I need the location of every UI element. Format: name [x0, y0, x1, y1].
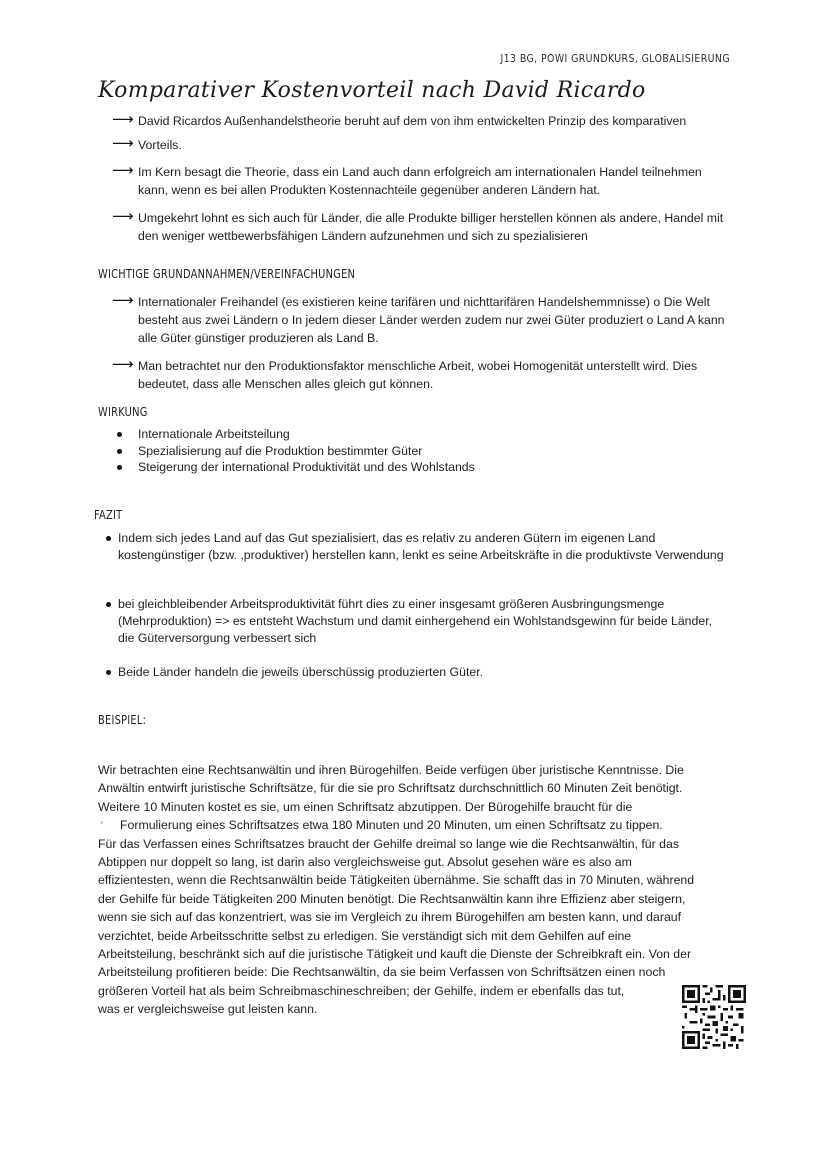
course-header: J13 BG, POWI GRUNDKURS, GLOBALISIERUNG	[500, 52, 730, 65]
paragraph-line: Weitere 10 Minuten kostet es sie, um einen Schriftsatz abzutippen. Der Bürogehilfe braucht für die	[98, 799, 633, 814]
fazit-item: Indem sich jedes Land auf das Gut spezialisiert, das es relativ zu anderen Gütern im eigenen Land kostengünstiger (bzw. ,produktiver) herstellen kann, lenkt es seine Arbeitskräfte in die produktivste Verwendung	[106, 530, 726, 564]
section-heading-fazit: FAZIT	[94, 508, 123, 522]
paragraph-line: Arbeitsteilung, beschränkt sich auf die juristische Tätigkeit und kauft die Dienste der Schreibkraft ein. Von der	[98, 947, 692, 962]
paragraph-line: wenn sie sich auf das konzentriert, was sie im Vergleich zu ihrem Bürogehilfen am besten kann, und darauf	[98, 910, 682, 925]
paragraph-line: der Gehilfe für beide Tätigkeiten 200 Minuten benötigt. Die Rechtsanwältin kann ihre Effizienz aber steigern,	[98, 891, 686, 906]
paragraph-line: Für das Verfassen eines Schriftsatzes braucht der Gehilfe dreimal so lange wie die Rechtsanwältin, für das	[98, 836, 679, 851]
paragraph-line: effizientesten, wenn die Rechtsanwältin beide Tätigkeiten übernähme. Sie schafft das in 70 Minuten, während	[98, 873, 695, 888]
example-paragraph	[98, 761, 730, 1019]
bullet-icon	[106, 536, 111, 541]
intro-item: ⟶ Im Kern besagt die Theorie, dass ein Land auch dann erfolgreich am internationalen Handel teilnehmen kann, wenn es bei allen Produkten Kostennachteile gegenüber anderen Ländern hat.	[112, 162, 702, 197]
section-heading-beispiel: BEISPIEL:	[98, 713, 147, 727]
right-arrow-icon: ⟶	[112, 292, 134, 309]
assumption-item: ⟶ Man betrachtet nur den Produktionsfaktor menschliche Arbeit, wobei Homogenität unterstellt wird. Dies bedeutet, dass alle Menschen alles gleich gut können.	[112, 356, 698, 391]
right-arrow-icon: ⟶	[112, 111, 134, 128]
paragraph-line: größeren Vorteil hat als beim Schreibmaschineschreiben; der Gehilfe, indem er ebenfalls das tut,	[98, 983, 625, 998]
qr-code-icon[interactable]	[682, 985, 746, 1049]
intro-item: ⟶ Vorteils.	[112, 135, 182, 152]
paragraph-line: verzichtet, beide Arbeitsschritte selbst zu erledigen. Sie verständigt sich mit dem Gehilfen auf eine	[98, 928, 632, 943]
fazit-item: bei gleichbleibender Arbeitsproduktivität führt dies zu einer insgesamt größeren Ausbringungsmenge (Mehrproduktion) => es entsteht Wachstum und damit einhergehend ein Wohlstandsgewinn für beide Länder, die Güterversorgung verbessert sich	[106, 596, 726, 647]
wirkung-list	[112, 426, 732, 476]
paragraph-line: was er vergleichsweise gut leisten kann.	[98, 1002, 318, 1017]
paragraph-line: Wir betrachten eine Rechtsanwältin und ihren Bürogehilfen. Beide verfügen über juristische Kenntnisse. Die	[98, 763, 684, 777]
paragraph-line: Anwältin entwirft juristische Schriftsätze, für die sie pro Schriftsatz durchschnittlich 60 Minuten Zeit benötigt.	[98, 781, 683, 796]
page-title: Komparativer Kostenvorteil nach David Ricardo	[98, 78, 646, 103]
list-item: Internationale Arbeitsteilung	[112, 426, 732, 443]
right-arrow-icon: ⟶	[112, 356, 134, 373]
bullet-icon	[106, 670, 111, 675]
assumption-item: ⟶ Internationaler Freihandel (es existieren keine tarifären und nichttarifären Handelshemmnisse) o Die Welt besteht aus zwei Ländern o In jedem dieser Länder werden zudem nur zwei Güter produziert o Land A kann alle Güter günstiger produzieren als Land B.	[112, 292, 725, 345]
right-arrow-icon: ⟶	[112, 208, 134, 225]
section-heading-wirkung: WIRKUNG	[98, 405, 148, 419]
intro-item: ⟶ David Ricardos Außenhandelstheorie beruht auf dem von ihm entwickelten Prinzip des komparativen	[112, 111, 687, 128]
bullet-icon	[106, 602, 111, 607]
right-arrow-icon: ⟶	[112, 162, 134, 179]
paragraph-line: • Formulierung eines Schriftsatzes etwa 180 Minuten und 20 Minuten, um einen Schriftsatz zu tippen.	[98, 816, 730, 834]
right-arrow-icon: ⟶	[112, 135, 134, 152]
paragraph-line: Arbeitsteilung profitieren beide: Die Rechtsanwältin, da sie beim Verfassen von Schriftsätzen einen noch	[98, 965, 666, 980]
paragraph-line: Abtippen nur doppelt so lang, ist darin also vergleichsweise gut. Absolut gesehen wäre es also am	[98, 855, 632, 870]
intro-item: ⟶ Umgekehrt lohnt es sich auch für Länder, die alle Produkte billiger herstellen können als andere, Handel mit den weniger wettbewerbsfähigen Ländern aufzunehmen und sich zu spezialisieren	[112, 208, 724, 243]
fazit-item: Beide Länder handeln die jeweils überschüssig produzierten Güter.	[106, 664, 726, 681]
list-item: Spezialisierung auf die Produktion bestimmter Güter	[112, 443, 732, 460]
list-item: Steigerung der international Produktivität und des Wohlstands	[112, 459, 732, 476]
section-heading-assumptions: WICHTIGE GRUNDANNAHMEN/VEREINFACHUNGEN	[98, 267, 356, 281]
